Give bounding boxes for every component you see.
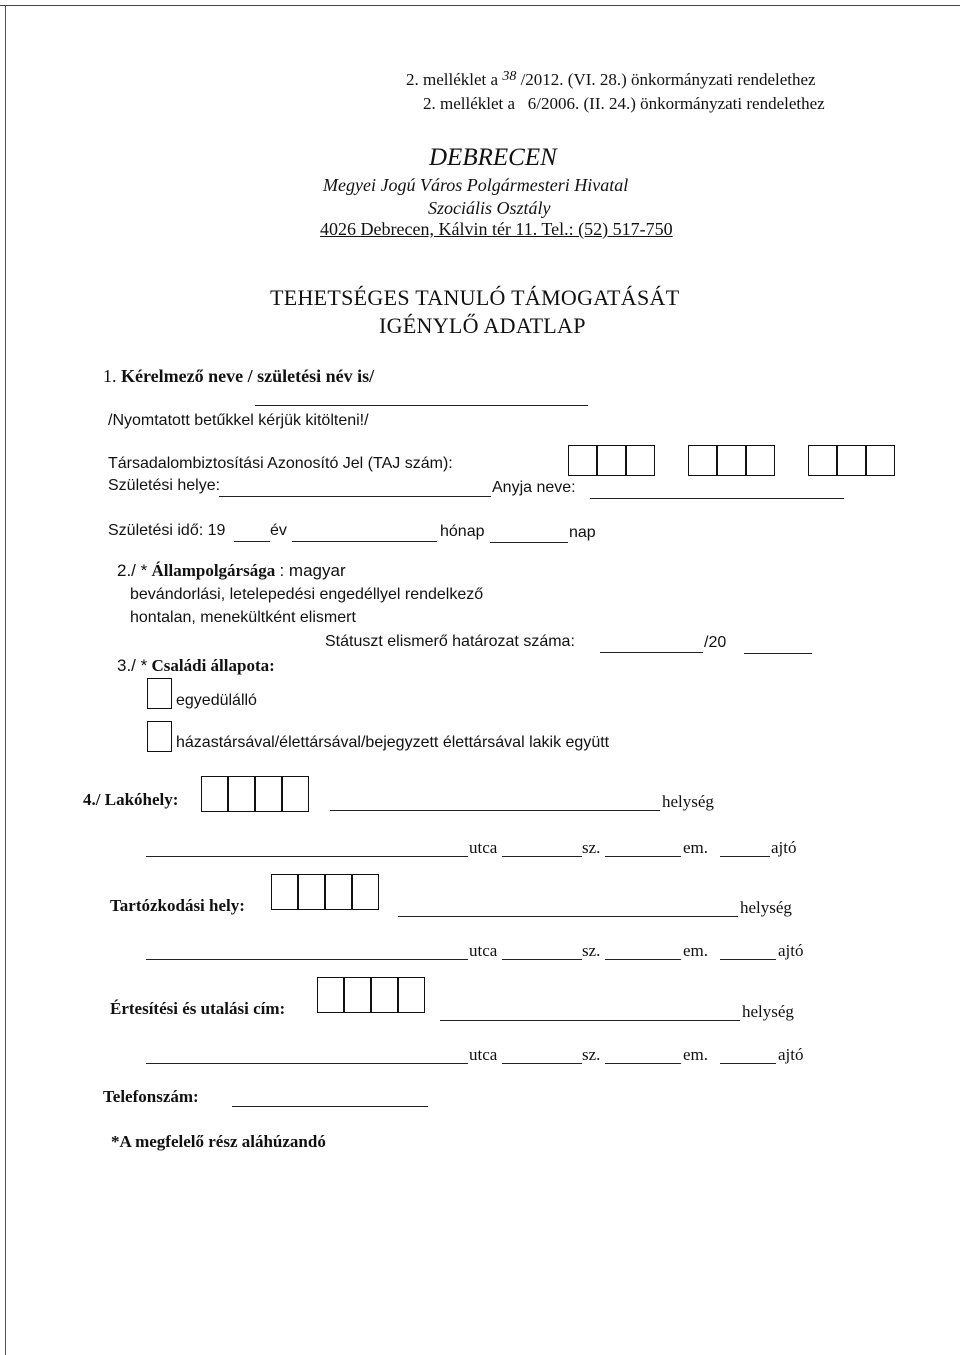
section3-number: 3./ * <box>117 656 148 675</box>
residence-city-label: helység <box>662 792 714 811</box>
print-instruction: /Nyomtatott betűkkel kérjük kitölteni!/ <box>108 412 369 429</box>
taj-digit-box[interactable] <box>568 445 597 476</box>
office-city: DEBRECEN <box>429 144 557 171</box>
form-title-line2: IGÉNYLŐ ADATLAP <box>379 313 586 338</box>
notification-number-line[interactable] <box>502 1063 582 1064</box>
postcode-digit-box[interactable] <box>228 776 255 812</box>
regulation-ref-2: 2. melléklet a 6/2006. (II. 24.) önkormányzati rendelethez <box>423 94 825 113</box>
phone-line[interactable] <box>232 1106 428 1107</box>
applicant-name-line[interactable] <box>255 405 588 406</box>
status-decision-label: Státuszt elismerő határozat száma: <box>325 633 575 650</box>
stay-number-line[interactable] <box>502 959 582 960</box>
stay-floor-label: em. <box>683 941 709 960</box>
stay-street-line[interactable] <box>146 959 468 960</box>
residence-number-label: sz. <box>582 838 601 857</box>
postcode-digit-box[interactable] <box>344 977 371 1013</box>
section2-title: Állampolgársága <box>151 561 276 580</box>
footnote: *A megfelelő rész aláhúzandó <box>111 1132 326 1151</box>
taj-digit-box[interactable] <box>866 445 895 476</box>
birth-year-line[interactable] <box>234 541 270 542</box>
taj-digit-box[interactable] <box>808 445 837 476</box>
taj-digit-box[interactable] <box>597 445 626 476</box>
section3-heading <box>117 656 275 676</box>
section1-number: 1. <box>103 366 117 386</box>
mother-name-label: Anyja neve: <box>492 479 576 496</box>
stay-city-label: helység <box>740 898 792 917</box>
residence-floor-label: em. <box>683 838 709 857</box>
taj-digit-box[interactable] <box>688 445 717 476</box>
notification-door-label: ajtó <box>778 1045 804 1064</box>
birth-month-line[interactable] <box>292 541 437 542</box>
birth-day-line[interactable] <box>490 542 568 543</box>
residence-door-label: ajtó <box>771 838 797 857</box>
section3-title: Családi állapota: <box>151 656 275 675</box>
residence-city-line[interactable] <box>330 810 660 811</box>
citizenship-option-hungarian[interactable]: : magyar <box>279 561 346 580</box>
notification-city-line[interactable] <box>440 1020 740 1021</box>
residence-floor-line[interactable] <box>605 856 681 857</box>
residence-postcode-boxes[interactable] <box>201 776 309 812</box>
day-label: nap <box>569 524 596 541</box>
section2-number: 2./ * <box>117 561 148 580</box>
residence-heading <box>83 790 178 810</box>
notification-floor-label: em. <box>683 1045 709 1064</box>
regulation-ref-1-suffix: /2012. (VI. 28.) önkormányzati rendelethez <box>520 70 816 89</box>
office-department: Szociális Osztály <box>428 198 551 218</box>
stay-street-label: utca <box>469 941 498 960</box>
page-frame-top <box>0 5 960 6</box>
stay-number-label: sz. <box>582 941 601 960</box>
notification-street-line[interactable] <box>146 1063 468 1064</box>
notification-floor-line[interactable] <box>605 1063 681 1064</box>
taj-group-3[interactable] <box>808 445 895 476</box>
office-name: Megyei Jogú Város Polgármesteri Hivatal <box>323 175 629 195</box>
postcode-digit-box[interactable] <box>271 874 298 910</box>
notification-number-label: sz. <box>582 1045 601 1064</box>
stay-floor-line[interactable] <box>605 959 681 960</box>
mother-name-line[interactable] <box>590 498 844 499</box>
citizenship-option-immigrant[interactable]: bevándorlási, letelepedési engedéllyel rendelkező <box>130 586 484 603</box>
stay-door-line[interactable] <box>720 959 776 960</box>
single-checkbox[interactable] <box>147 678 172 709</box>
cohabiting-label: házastársával/élettársával/bejegyzett élettársával lakik együtt <box>176 734 610 751</box>
birthplace-line[interactable] <box>219 496 491 497</box>
residence-door-line[interactable] <box>720 856 770 857</box>
postcode-digit-box[interactable] <box>398 977 425 1013</box>
notification-address-label: Értesítési és utalási cím: <box>110 999 286 1018</box>
postcode-digit-box[interactable] <box>325 874 352 910</box>
single-label: egyedülálló <box>176 692 257 709</box>
stay-postcode-boxes[interactable] <box>271 874 379 910</box>
year-label: év <box>270 522 287 539</box>
taj-digit-box[interactable] <box>746 445 775 476</box>
postcode-digit-box[interactable] <box>298 874 325 910</box>
phone-label: Telefonszám: <box>103 1087 199 1106</box>
regulation-ref-1 <box>406 70 816 90</box>
taj-digit-box[interactable] <box>626 445 655 476</box>
taj-digit-box[interactable] <box>717 445 746 476</box>
notification-street-label: utca <box>469 1045 498 1064</box>
postcode-digit-box[interactable] <box>255 776 282 812</box>
status-decision-year-line[interactable] <box>744 653 812 654</box>
stay-address-label: Tartózkodási hely: <box>110 896 245 915</box>
notification-postcode-boxes[interactable] <box>317 977 425 1013</box>
residence-number-line[interactable] <box>502 856 582 857</box>
section2-heading <box>117 561 346 581</box>
section1-title: Kérelmező neve / születési név is/ <box>121 366 375 386</box>
postcode-digit-box[interactable] <box>352 874 379 910</box>
notification-city-label: helység <box>742 1002 794 1021</box>
office-address: 4026 Debrecen, Kálvin tér 11. Tel.: (52) 517-750 <box>320 219 673 239</box>
cohabiting-checkbox[interactable] <box>147 721 172 752</box>
stay-city-line[interactable] <box>398 916 738 917</box>
form-title-line1: TEHETSÉGES TANULÓ TÁMOGATÁSÁT <box>270 285 680 310</box>
birthplace-label: Születési helye: <box>108 477 221 494</box>
stay-door-label: ajtó <box>778 941 804 960</box>
residence-street-line[interactable] <box>146 856 468 857</box>
status-decision-number-line[interactable] <box>600 652 703 653</box>
handwritten-number: 38 <box>502 69 517 84</box>
month-label: hónap <box>440 523 485 540</box>
regulation-ref-1-prefix: 2. melléklet a <box>406 70 499 89</box>
notification-door-line[interactable] <box>720 1063 776 1064</box>
birthdate-label: Születési idő: 19 <box>108 522 226 539</box>
postcode-digit-box[interactable] <box>317 977 344 1013</box>
postcode-digit-box[interactable] <box>201 776 228 812</box>
residence-street-label: utca <box>469 838 498 857</box>
section1-heading <box>103 366 374 387</box>
taj-digit-box[interactable] <box>837 445 866 476</box>
postcode-digit-box[interactable] <box>371 977 398 1013</box>
status-decision-year-prefix: /20 <box>704 634 727 651</box>
page-frame-left <box>5 5 6 1355</box>
residence-label: Lakóhely: <box>104 790 179 809</box>
taj-group-2[interactable] <box>688 445 775 476</box>
section4-number: 4./ <box>83 790 101 809</box>
postcode-digit-box[interactable] <box>282 776 309 812</box>
citizenship-option-refugee[interactable]: hontalan, menekültként elismert <box>130 609 356 626</box>
taj-label: Társadalombiztosítási Azonosító Jel (TAJ szám): <box>108 455 453 472</box>
taj-group-1[interactable] <box>568 445 655 476</box>
